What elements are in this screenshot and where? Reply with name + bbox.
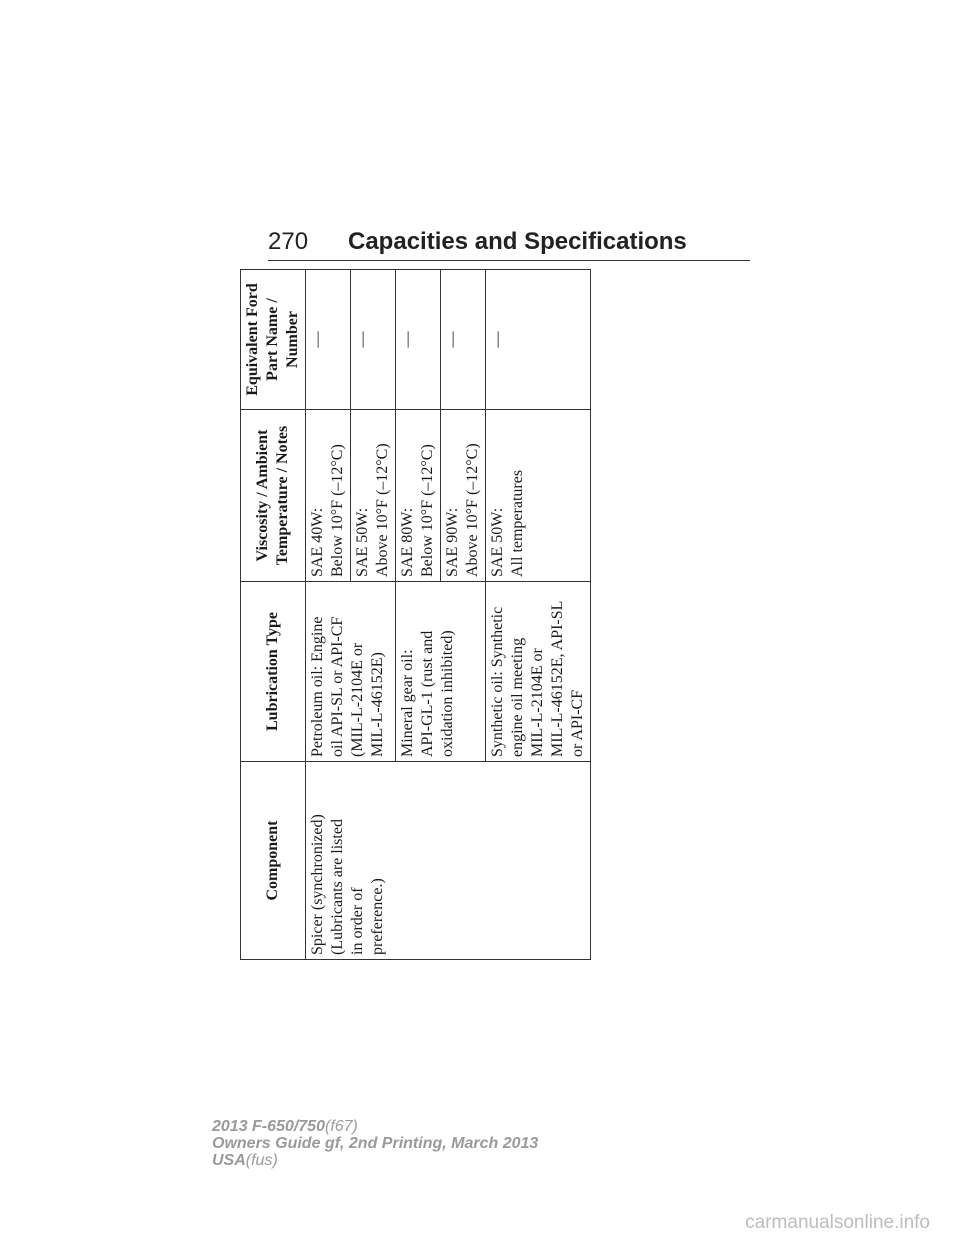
footer-model: 2013 F-650/750 (212, 1118, 325, 1135)
footer-guide-info: Owners Guide gf, 2nd Printing, March 2013 (212, 1135, 539, 1152)
part-number-cell: — (486, 270, 591, 410)
viscosity-cell: SAE 50W: Above 10°F (–12°C) (351, 410, 396, 582)
part-number-cell: — (306, 270, 351, 410)
page-number: 270 (268, 228, 309, 255)
header-rule (268, 260, 750, 261)
page-header (268, 228, 750, 262)
lubrication-type-cell: Synthetic oil: Synthetic engine oil meeting MIL-L-2104E or MIL-L-46152E, API-SL or API-CF (486, 582, 591, 762)
viscosity-cell: SAE 50W: All temperatures (486, 410, 591, 582)
document-footer (212, 1118, 538, 1169)
footer-line-region (212, 1152, 538, 1169)
lubricant-spec-table (240, 269, 591, 960)
header-part-number: Equivalent Ford Part Name / Number (241, 270, 306, 410)
table-row (306, 270, 351, 960)
footer-model-code: (f67) (324, 1118, 358, 1135)
lubrication-type-cell: Mineral gear oil: API-GL-1 (rust and oxidation inhibited) (396, 582, 486, 762)
footer-line-model (212, 1118, 538, 1135)
header-lubrication-type: Lubrication Type (241, 582, 306, 762)
watermark: carmanualsonline.info (745, 1212, 930, 1233)
viscosity-cell: SAE 80W: Below 10°F (–12°C) (396, 410, 441, 582)
header-component: Component (241, 762, 306, 960)
lubrication-type-cell: Petroleum oil: Engine oil API-SL or API-CF (MIL-L-2104E or MIL-L-46152E) (306, 582, 396, 762)
table-header-row (241, 270, 306, 960)
part-number-cell: — (441, 270, 486, 410)
part-number-cell: — (396, 270, 441, 410)
footer-region: USA (212, 1152, 246, 1169)
header-viscosity: Viscosity / Ambient Temperature / Notes (241, 410, 306, 582)
rotated-table-container (240, 270, 586, 960)
part-number-cell: — (351, 270, 396, 410)
viscosity-cell: SAE 40W: Below 10°F (–12°C) (306, 410, 351, 582)
viscosity-cell: SAE 90W: Above 10°F (–12°C) (441, 410, 486, 582)
footer-region-code: (fus) (245, 1152, 278, 1169)
component-cell: Spicer (synchronized) (Lubricants are listed in order of preference.) (306, 762, 591, 960)
section-title: Capacities and Specifications (348, 228, 687, 255)
